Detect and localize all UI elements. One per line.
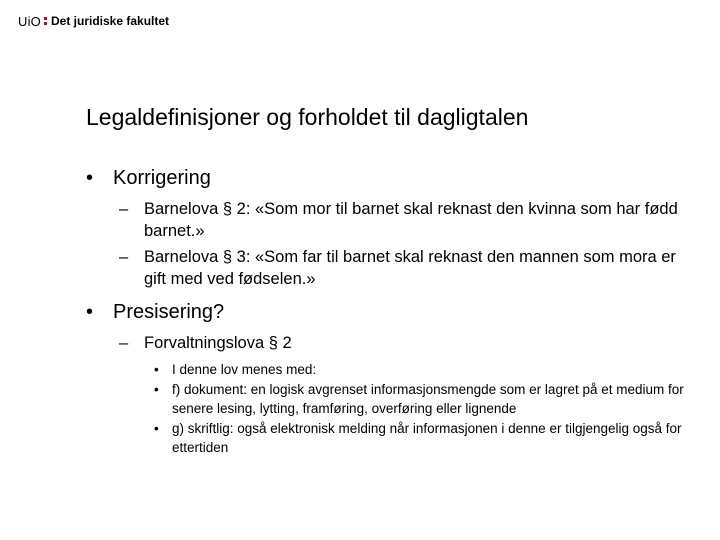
- slide-title: Legaldefinisjoner og forholdet til dagligtalen: [86, 104, 529, 130]
- logo-colon-mark: [44, 15, 47, 27]
- sub-bullet-barnelova-2: – Barnelova § 2: «Som mor til barnet skal reknast den kvinna som har fødd barnet.»: [117, 198, 686, 242]
- faculty-header: [18, 11, 169, 31]
- sub-bullet-forvaltningslova: [117, 332, 686, 457]
- bullet-text: Presisering?: [113, 301, 225, 323]
- subsub-bullet-dokument: • f) dokument: en logisk avgrenset informasjonsmengde som er lagret på et medium for senere lesing, lytting, framføring, overføring eller lignende: [154, 380, 686, 418]
- bullet-text: Korrigering: [113, 167, 211, 189]
- sub-bullet-list: [117, 332, 686, 457]
- sub-bullet-barnelova-3: – Barnelova § 3: «Som far til barnet skal reknast den mannen som mora er gift med ved fødselen.»: [117, 246, 686, 290]
- slide-content: [86, 164, 686, 461]
- subsub-bullet-skriftlig: • g) skriftlig: også elektronisk melding når informasjonen i denne er tilgjengelig også for ettertiden: [154, 419, 686, 457]
- bullet-presisering: [86, 298, 686, 457]
- sub-bullet-list: [117, 198, 686, 290]
- subsub-bullet-intro: • I denne lov menes med:: [154, 360, 686, 379]
- uio-logo: UiO: [18, 13, 41, 29]
- bullet-korrigering: [86, 164, 686, 290]
- bullet-list: [86, 164, 686, 457]
- sub-bullet-text: Forvaltningslova § 2: [144, 334, 292, 352]
- faculty-name: Det juridiske fakultet: [51, 14, 170, 28]
- subsub-bullet-list: [154, 360, 686, 457]
